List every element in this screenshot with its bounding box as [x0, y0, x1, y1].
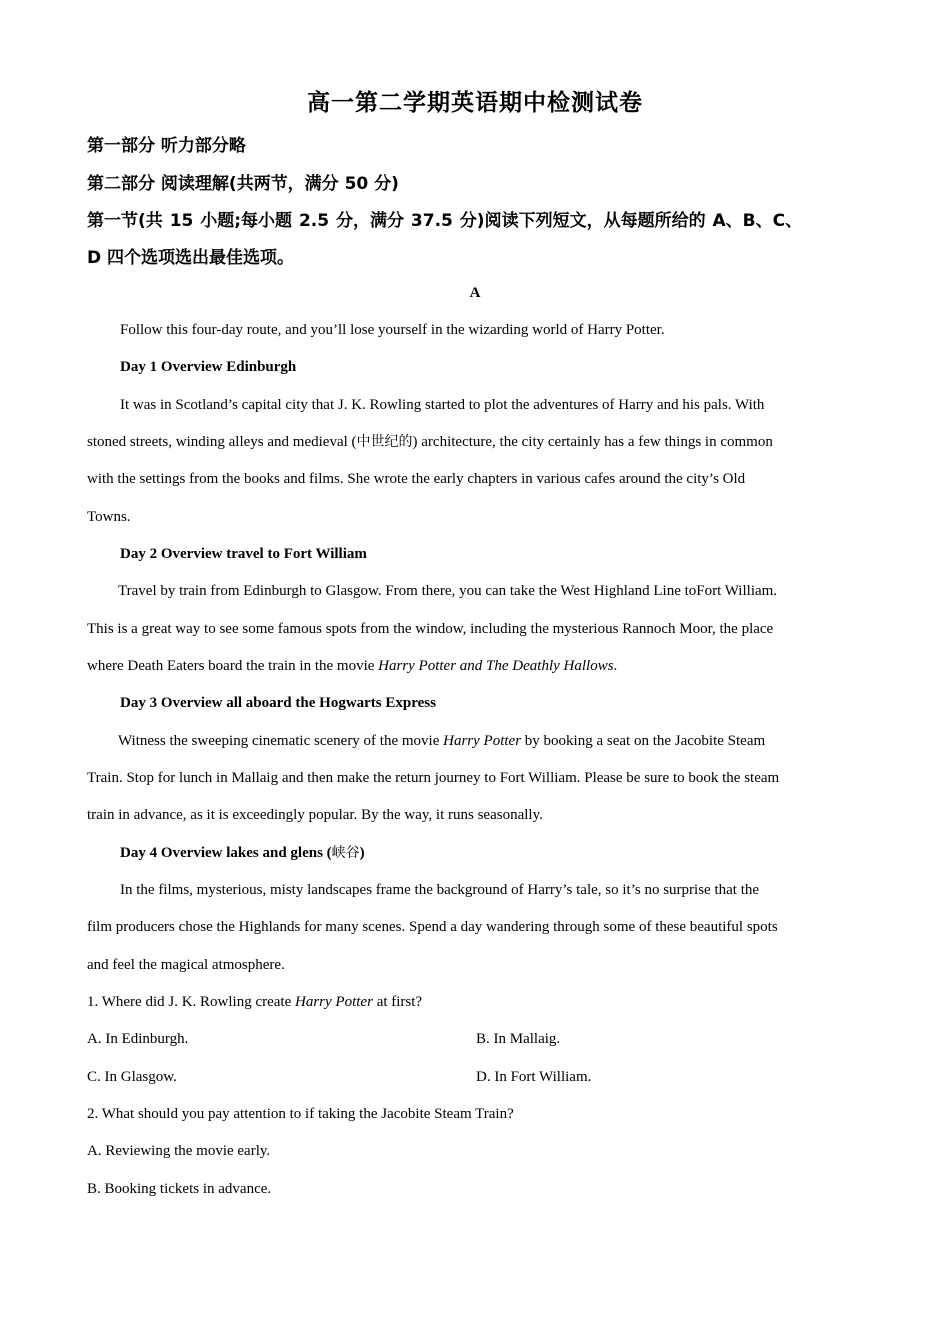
part2-heading: 第二部分 阅读理解(共两节，满分 50 分) — [87, 174, 399, 194]
day3-line1-part1: Witness the sweeping cinematic scenery of the movie — [118, 733, 444, 749]
question-2-option-a: A. Reviewing the movie early. — [87, 1143, 271, 1159]
day1-line4: Towns. — [87, 509, 131, 525]
day3-line1-part2: by booking a seat on the Jacobite Steam — [521, 733, 766, 749]
day1-line1: It was in Scotland’s capital city that J. K. Rowling started to plot the adventures of Harry and his pals. With — [120, 397, 765, 413]
passage-label: A — [469, 285, 481, 301]
day4-line3: and feel the magical atmosphere. — [87, 957, 285, 973]
day2-line1: Travel by train from Edinburgh to Glasgow. From there, you can take the West Highland Line toFort William. — [118, 583, 778, 599]
section1-instruction-line2: D 四个选项选出最佳选项。 — [87, 248, 295, 268]
day3-line1 — [118, 731, 765, 751]
passage-intro: Follow this four-day route, and you’ll lose yourself in the wizarding world of Harry Potter. — [120, 322, 665, 338]
glens-gloss: 峡谷 — [331, 845, 360, 861]
day3-line3: train in advance, as it is exceedingly popular. By the way, it runs seasonally. — [87, 807, 543, 823]
day1-line2-part2: ) architecture, the city certainly has a few things in common — [412, 434, 773, 450]
day4-heading — [120, 843, 365, 863]
movie-title-harry-potter: Harry Potter — [443, 733, 522, 749]
section1-instruction-line1: 第一节(共 15 小题;每小题 2.5 分，满分 37.5 分)阅读下列短文，从每题所给的 A、B、C、 — [87, 211, 803, 231]
day1-line2 — [87, 432, 773, 452]
question-1-stem — [87, 992, 422, 1012]
page-title: 高一第二学期英语期中检测试卷 — [307, 90, 643, 116]
day3-heading: Day 3 Overview all aboard the Hogwarts Express — [120, 695, 436, 711]
day2-line3 — [87, 656, 617, 676]
movie-title-deathly-hallows: Harry Potter and The Deathly Hallows — [378, 658, 614, 674]
day3-line2: Train. Stop for lunch in Mallaig and then make the return journey to Fort William. Please be sure to book the steam — [87, 770, 780, 786]
question-1-option-c: C. In Glasgow. — [87, 1069, 177, 1085]
day1-heading: Day 1 Overview Edinburgh — [120, 359, 297, 375]
day4-line2: film producers chose the Highlands for many scenes. Spend a day wandering through some of these beautiful spots — [87, 919, 778, 935]
part1-heading: 第一部分 听力部分略 — [87, 136, 246, 156]
day2-line3-part1: where Death Eaters board the train in the movie — [87, 658, 379, 674]
day4-heading-part2: ) — [359, 845, 365, 861]
day2-line2: This is a great way to see some famous spots from the window, including the mysterious Rannoch Moor, the place — [87, 621, 774, 637]
question-1-stem-part2: at first? — [372, 994, 423, 1010]
question-1-stem-part1: 1. Where did J. K. Rowling create — [87, 994, 296, 1010]
day4-line1: In the films, mysterious, misty landscapes frame the background of Harry’s tale, so it’s no surprise that the — [120, 882, 760, 898]
day4-heading-part1: Day 4 Overview lakes and glens ( — [120, 845, 332, 861]
medieval-gloss: 中世纪的 — [356, 434, 413, 450]
day1-line3: with the settings from the books and films. She wrote the early chapters in various cafes around the city’s Old — [87, 471, 746, 487]
day1-line2-part1: stoned streets, winding alleys and medieval ( — [87, 434, 357, 450]
question-2-stem: 2. What should you pay attention to if taking the Jacobite Steam Train? — [87, 1106, 514, 1122]
day2-heading: Day 2 Overview travel to Fort William — [120, 546, 367, 562]
day2-line3-part2: . — [613, 658, 618, 674]
question-1-option-d: D. In Fort William. — [476, 1069, 592, 1085]
question-1-option-b: B. In Mallaig. — [476, 1031, 561, 1047]
question-2-option-b: B. Booking tickets in advance. — [87, 1181, 272, 1197]
question-1-option-a: A. In Edinburgh. — [87, 1031, 189, 1047]
question-1-book-title: Harry Potter — [295, 994, 373, 1010]
